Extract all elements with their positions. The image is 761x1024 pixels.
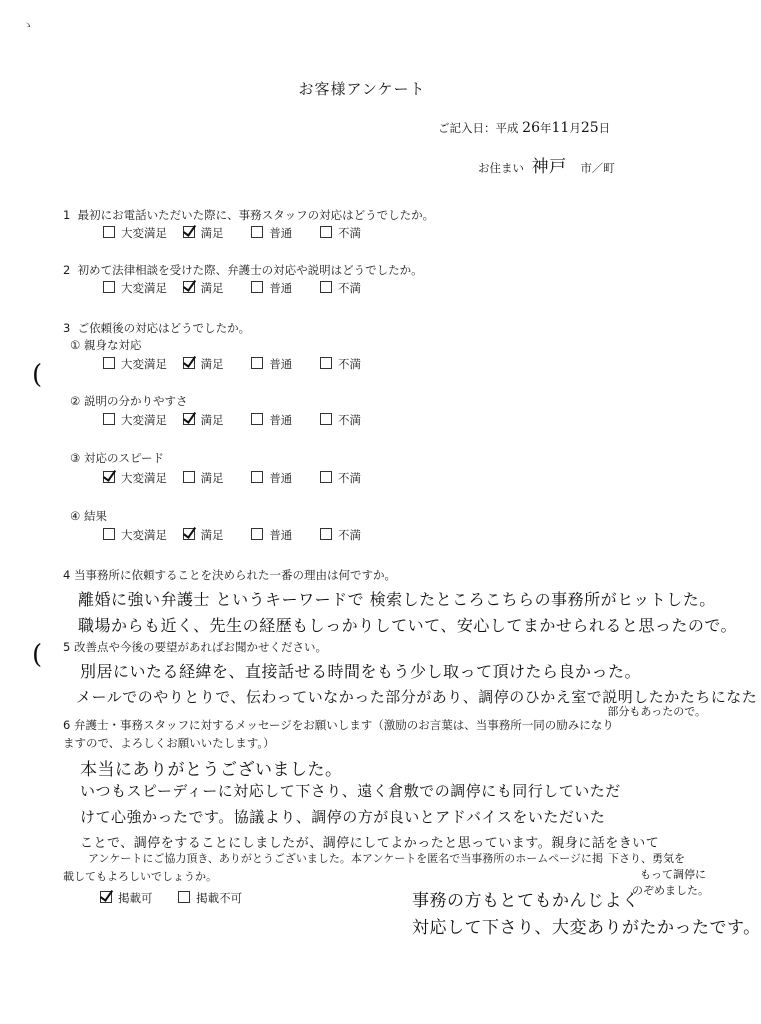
checkbox[interactable] — [251, 471, 263, 483]
q3-1-option-3[interactable]: 普通 — [251, 357, 292, 371]
q3-3-option-2[interactable]: 満足 — [183, 471, 224, 485]
q2-options — [103, 280, 361, 296]
checkbox-checked[interactable] — [100, 891, 112, 903]
date-day: 25 — [580, 120, 599, 136]
checkbox[interactable] — [320, 528, 332, 540]
q3-3-option-3[interactable]: 普通 — [251, 471, 292, 485]
month-unit: 月 — [569, 121, 581, 135]
q3-3-option-4[interactable]: 不満 — [320, 471, 361, 485]
q3-4-option-2[interactable]: 満足 — [183, 528, 224, 542]
checkbox[interactable] — [320, 226, 332, 238]
margin-mark: ( — [32, 640, 43, 670]
checkbox[interactable] — [251, 226, 263, 238]
question-text: ご依頼後の対応はどうでしたか。 — [77, 321, 251, 335]
q2-option-4[interactable]: 不満 — [320, 281, 361, 295]
question-number: 1 — [63, 208, 71, 222]
checkbox[interactable] — [320, 413, 332, 425]
margin-mark: ( — [32, 360, 43, 390]
address-unit: 市／町 — [580, 161, 615, 175]
date-year: 26 — [522, 120, 540, 136]
address-value: 神戸 — [531, 157, 567, 177]
q6-answer-line-1: 本当にありがとうございました。 — [80, 760, 343, 780]
q1-option-3[interactable]: 普通 — [251, 226, 292, 240]
q2-option-2[interactable]: 満足 — [183, 281, 224, 295]
q3-2-option-4[interactable]: 不満 — [320, 413, 361, 427]
closing-line-2: 載してもよろしいでしょうか。 — [63, 870, 217, 883]
q1-option-4[interactable]: 不満 — [320, 226, 361, 240]
date-line — [438, 120, 610, 136]
address-line — [478, 152, 615, 177]
q1-option-1[interactable]: 大変満足 — [103, 226, 167, 240]
question-text: 最初にお電話いただいた際に、事務スタッフの対応はどうでしたか。 — [77, 208, 435, 222]
publish-options — [100, 890, 242, 906]
checkbox[interactable] — [103, 413, 115, 425]
q5-answer-line-2: メールでのやりとりで、伝わっていなかった部分があり、調停のひかえ室で説明したかたちになた — [76, 688, 758, 706]
q3-2-options — [103, 412, 361, 428]
q3-4-options — [103, 527, 361, 543]
checkbox-checked[interactable] — [183, 281, 195, 293]
checkbox[interactable] — [320, 357, 332, 369]
question-3 — [63, 320, 250, 336]
q3-2-option-2[interactable]: 満足 — [183, 413, 224, 427]
q3-2-option-1[interactable]: 大変満足 — [103, 413, 167, 427]
day-unit: 日 — [598, 121, 611, 135]
q2-option-3[interactable]: 普通 — [251, 281, 292, 295]
checkbox[interactable] — [178, 891, 190, 903]
checkbox[interactable] — [251, 528, 263, 540]
checkbox-checked[interactable] — [103, 471, 115, 483]
date-label: ご記入日：平成 — [438, 121, 519, 135]
question-1 — [63, 207, 434, 223]
checkbox-checked[interactable] — [183, 528, 195, 540]
address-label: お住まい — [478, 161, 524, 175]
checkbox[interactable] — [183, 471, 195, 483]
q2-option-1[interactable]: 大変満足 — [103, 281, 167, 295]
checkbox[interactable] — [251, 357, 263, 369]
question-number: 3 — [63, 321, 71, 335]
publish-allowed-option[interactable]: 掲載可 — [100, 891, 153, 905]
closing-line-1: アンケートにご協力頂き、ありがとうございました。本アンケートを匿名で当事務所のホームページに掲 — [88, 852, 604, 865]
date-month: 11 — [551, 120, 570, 136]
q3-2-option-3[interactable]: 普通 — [251, 413, 292, 427]
q6-answer-line-3: けて心強かったです。協議より、調停の方が良いとアドバイスをいただいた — [80, 808, 606, 826]
q6-answer-line-4: ことで、調停をすることにしましたが、調停にしてよかったと思っています。親身に話をきいて — [80, 836, 660, 851]
q3-1-option-1[interactable]: 大変満足 — [103, 357, 167, 371]
q6-side-note-1: 下さり、勇気を — [608, 852, 685, 865]
q6-bottom-line-1: 事務の方もとてもかんじよく — [412, 891, 640, 911]
q3-4-option-1[interactable]: 大変満足 — [103, 528, 167, 542]
question-5: 5 改善点や今後の要望があればお聞かせください。 — [63, 640, 327, 654]
checkbox-checked[interactable] — [183, 357, 195, 369]
question-6: 6 弁護士・事務スタッフに対するメッセージをお願いします（激励のお言葉は、当事務所一同の励みになり — [63, 718, 614, 732]
checkbox[interactable] — [320, 281, 332, 293]
q6-answer-line-2: いつもスピーディーに対応して下さり、遠く倉敷での調停にも同行していただ — [80, 782, 621, 800]
checkbox-checked[interactable] — [183, 226, 195, 238]
q4-answer-line-1: 離婚に強い弁護士 というキーワードで 検索したところこちらの事務所がヒットした。 — [78, 590, 716, 609]
q6-side-note-3: のぞめました。 — [632, 884, 709, 897]
q3-sub-3: ③ 対応のスピード — [70, 451, 165, 465]
q3-sub-1: ① 親身な対応 — [70, 338, 142, 352]
checkbox[interactable] — [251, 413, 263, 425]
q3-4-option-3[interactable]: 普通 — [251, 528, 292, 542]
corner-mark: ゝ — [22, 18, 35, 32]
checkbox[interactable] — [103, 281, 115, 293]
question-number: 2 — [63, 263, 71, 277]
q5-answer-note: 部分もあったので。 — [607, 705, 706, 718]
checkbox-checked[interactable] — [183, 413, 195, 425]
question-2 — [63, 262, 423, 278]
q6-bottom-line-2: 対応して下さり、大変ありがたかったです。 — [412, 918, 761, 938]
checkbox[interactable] — [103, 226, 115, 238]
q3-3-options — [103, 470, 361, 486]
q3-sub-4: ④ 結果 — [70, 509, 107, 523]
q6-side-note-2: もって調停に — [640, 868, 706, 881]
q3-1-option-2[interactable]: 満足 — [183, 357, 224, 371]
question-4: 4 当事務所に依頼することを決められた一番の理由は何ですか。 — [63, 568, 396, 582]
q1-option-2[interactable]: 満足 — [183, 226, 224, 240]
checkbox[interactable] — [103, 357, 115, 369]
question-6-line-2: ますので、よろしくお願いいたします。） — [63, 736, 275, 750]
q3-1-options — [103, 356, 361, 372]
q3-sub-2: ② 説明の分かりやすさ — [70, 394, 188, 408]
checkbox[interactable] — [251, 281, 263, 293]
q1-options — [103, 225, 361, 241]
q3-4-option-4[interactable]: 不満 — [320, 528, 361, 542]
checkbox[interactable] — [320, 471, 332, 483]
checkbox[interactable] — [103, 528, 115, 540]
q4-answer-line-2: 職場からも近く、先生の経歴もしっかりしていて、安心してまかせられると思ったので。 — [78, 616, 738, 635]
question-text: 初めて法律相談を受けた際、弁護士の対応や説明はどうでしたか。 — [77, 263, 423, 277]
publish-denied-option[interactable]: 掲載不可 — [178, 891, 242, 905]
page-title: お客様アンケート — [298, 80, 426, 98]
q3-3-option-1[interactable]: 大変満足 — [103, 471, 167, 485]
q3-1-option-4[interactable]: 不満 — [320, 357, 361, 371]
q5-answer-line-1: 別居にいたる経緯を、直接話せる時間をもう少し取って頂けたら良かった。 — [80, 662, 642, 681]
year-unit: 年 — [539, 121, 552, 135]
